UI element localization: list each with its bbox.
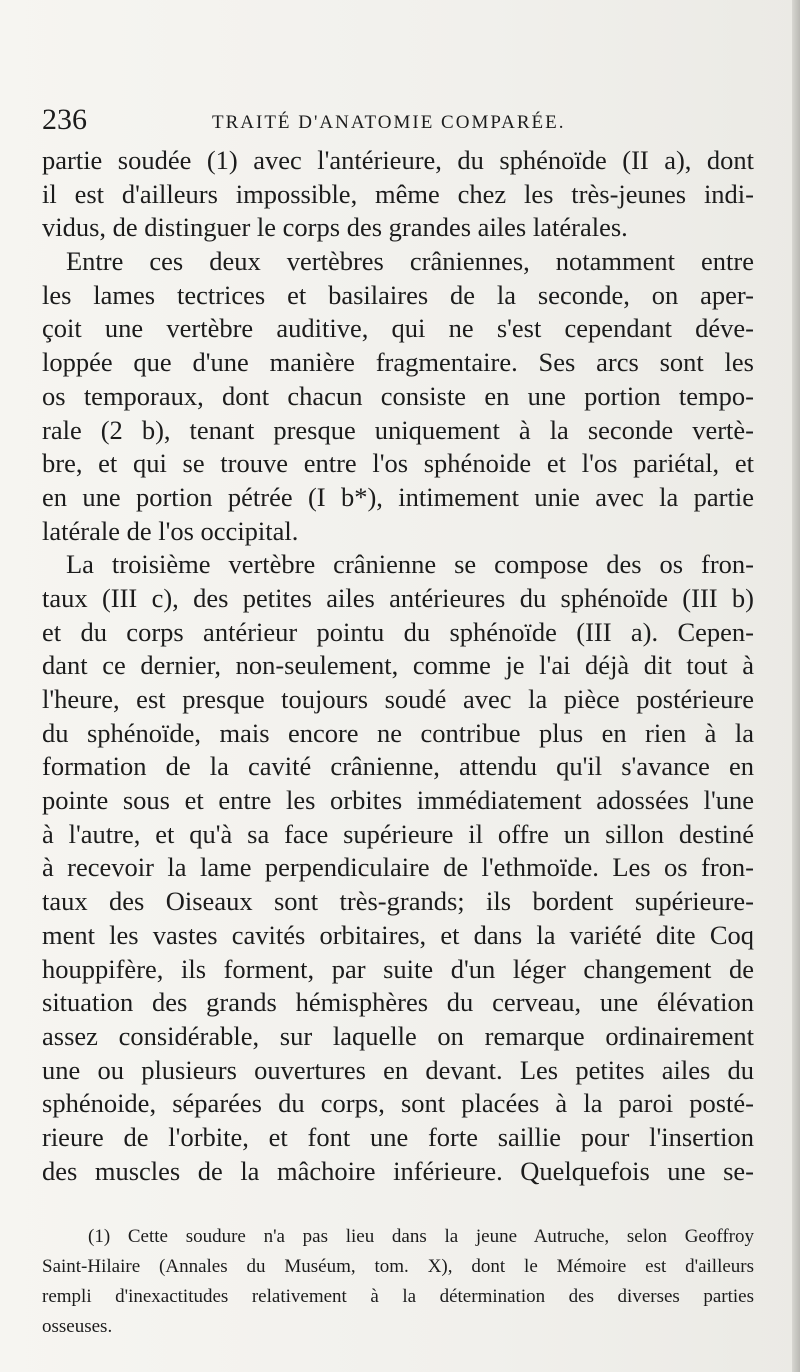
- text-line: à recevoir la lame perpendiculaire de l'ethmoïde. Les os fron-: [42, 852, 754, 883]
- text-line: les lames tectrices et basilaires de la seconde, on aper-: [42, 279, 754, 310]
- text-line: l'heure, est presque toujours soudé avec la pièce postérieure: [42, 684, 754, 714]
- text-line: taux (III c), des petites ailes antérieures du sphénoïde (III b): [42, 582, 754, 613]
- text-line: dant ce dernier, non-seulement, comme je l'ai déjà dit tout à: [42, 650, 754, 681]
- footnote-line: Saint-Hilaire (Annales du Muséum, tom. X), dont le Mémoire est d'ailleurs: [42, 1256, 754, 1277]
- text-line: des muscles de la mâchoire inférieure. Quelquefois une se-: [42, 1155, 754, 1186]
- text-line: çoit une vertèbre auditive, qui ne s'est cependant déve-: [42, 313, 754, 344]
- text-line: os temporaux, dont chacun consiste en une portion tempo-: [42, 380, 754, 411]
- text-line: latérale de l'os occipital.: [42, 515, 299, 546]
- running-title: TRAITÉ D'ANATOMIE COMPARÉE.: [212, 112, 566, 133]
- footnote-line: rempli d'inexactitudes relativement à la détermination des diverses parties: [42, 1286, 754, 1307]
- text-line: houppifère, ils forment, par suite d'un léger changement de: [42, 953, 754, 984]
- text-line: du sphénoïde, mais encore ne contribue plus en rien à la: [42, 717, 754, 748]
- text-line: rale (2 b), tenant presque uniquement à la seconde vertè-: [42, 414, 754, 445]
- text-line: une ou plusieurs ouvertures en devant. Les petites ailes du: [42, 1054, 754, 1085]
- footnote: [42, 1222, 754, 1342]
- text-line: Entre ces deux vertèbres crâniennes, notamment entre: [66, 246, 754, 277]
- text-line: loppée que d'une manière fragmentaire. Ses arcs sont les: [42, 347, 754, 378]
- text-line: formation de la cavité crânienne, attendu qu'il s'avance en: [42, 751, 754, 782]
- text-line: en une portion pétrée (I b*), intimement unie avec la partie: [42, 481, 754, 512]
- text-line: situation des grands hémisphères du cerveau, une élévation: [42, 987, 754, 1018]
- text-line: bre, et qui se trouve entre l'os sphénoide et l'os pariétal, et: [42, 448, 754, 479]
- page-spine-shadow: [792, 0, 800, 1372]
- text-line: rieure de l'orbite, et font une forte saillie pour l'insertion: [42, 1121, 754, 1152]
- text-line: taux des Oiseaux sont très-grands; ils bordent supérieure-: [42, 886, 754, 917]
- footnote-line: osseuses.: [42, 1316, 113, 1337]
- text-line: ment les vastes cavités orbitaires, et dans la variété dite Coq: [42, 919, 754, 950]
- text-line: vidus, de distinguer le corps des grandes ailes latérales.: [42, 212, 628, 243]
- text-line: assez considérable, sur laquelle on remarque ordinairement: [42, 1020, 754, 1051]
- text-line: à l'autre, et qu'à sa face supérieure il offre un sillon destiné: [42, 818, 754, 849]
- text-line: La troisième vertèbre crânienne se compose des os fron-: [66, 549, 754, 580]
- page-header: [42, 104, 754, 136]
- text-line: sphénoide, séparées du corps, sont placées à la paroi posté-: [42, 1088, 754, 1119]
- footnote-line: (1) Cette soudure n'a pas lieu dans la jeune Autruche, selon Geoffroy: [88, 1226, 754, 1247]
- text-line: il est d'ailleurs impossible, même chez les très-jeunes indi-: [42, 178, 754, 209]
- text-line: et du corps antérieur pointu du sphénoïde (III a). Cepen-: [42, 616, 754, 647]
- text-line: pointe sous et entre les orbites immédiatement adossées l'une: [42, 785, 754, 816]
- text-line: partie soudée (1) avec l'antérieure, du sphénoïde (II a), dont: [42, 145, 754, 175]
- page-number: 236: [42, 103, 87, 136]
- body-text: [42, 144, 754, 1188]
